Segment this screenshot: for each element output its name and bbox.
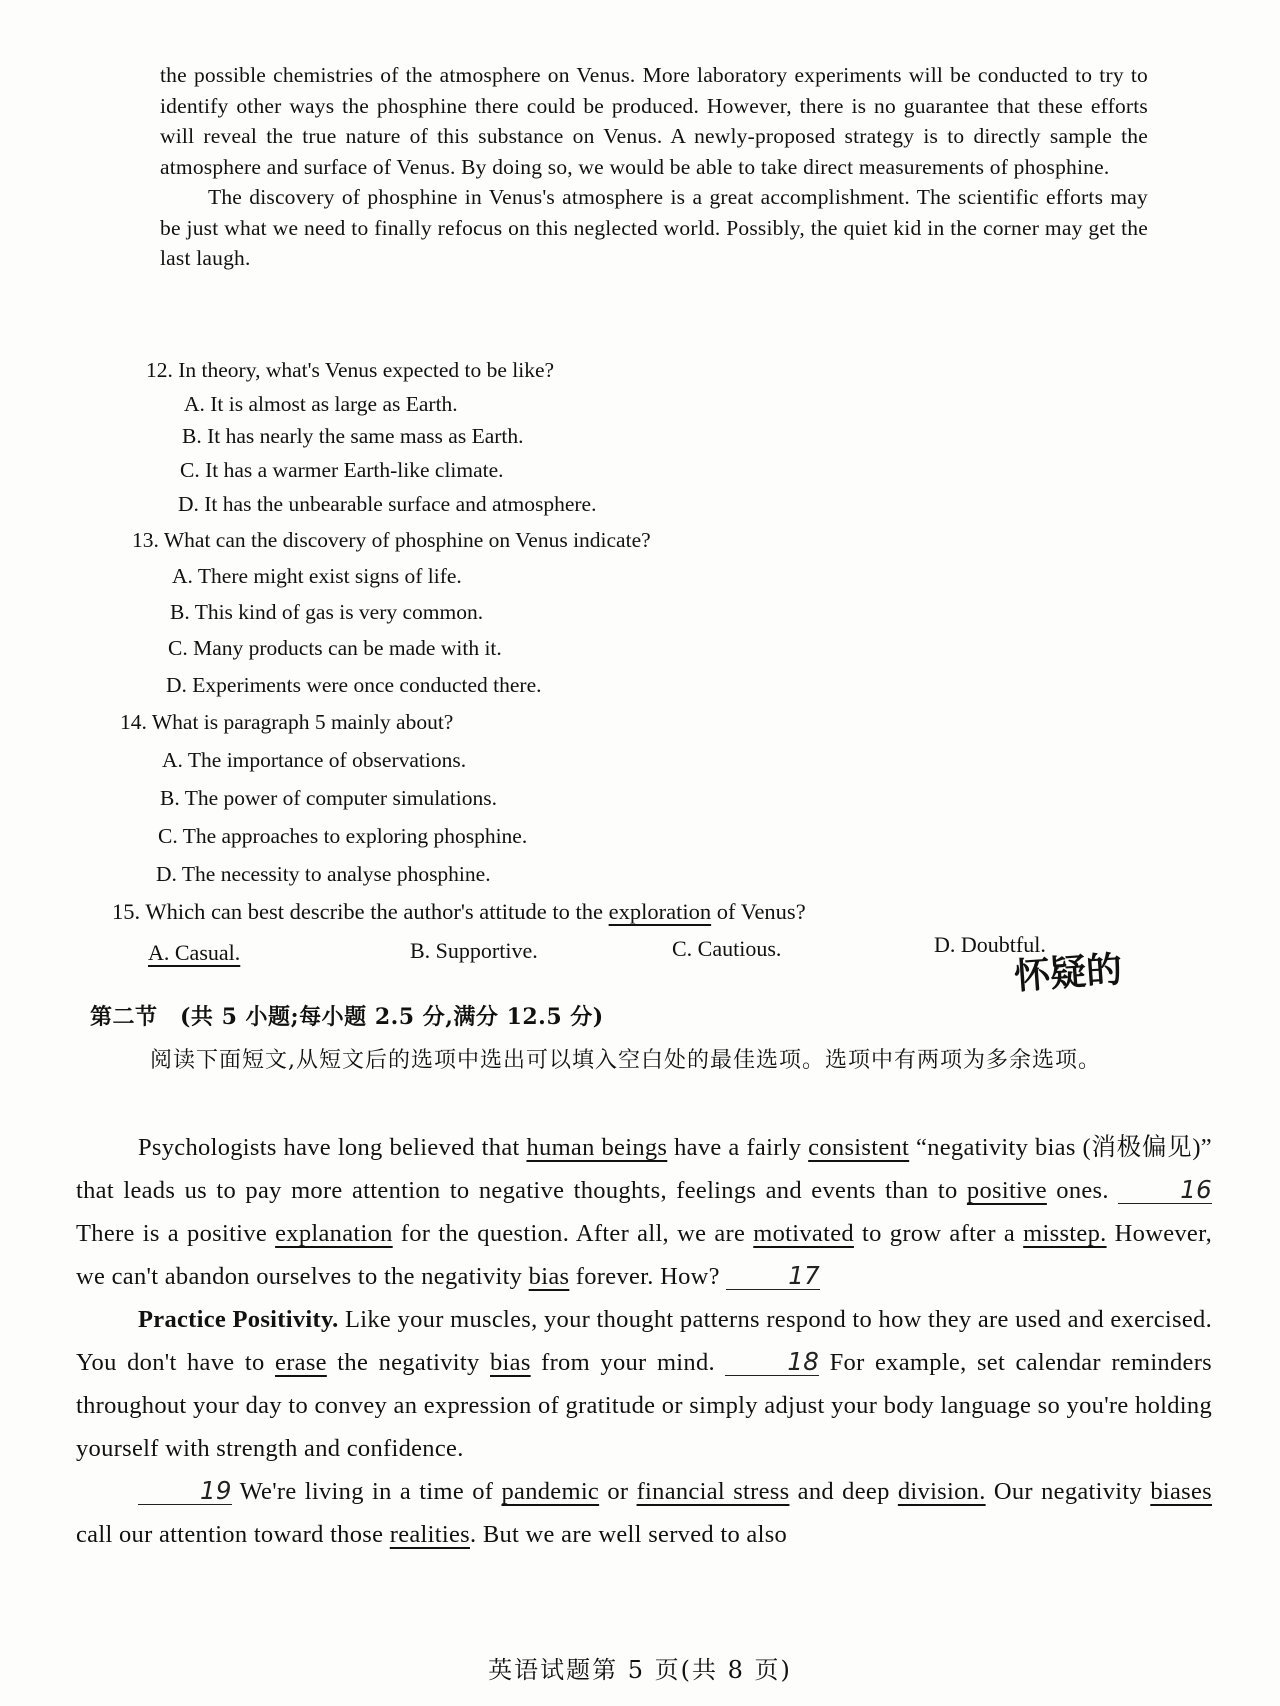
question-15-option-a[interactable]: A. Casual.	[148, 940, 241, 965]
question-14-option-d[interactable]: D. The necessity to analyse phosphine.	[156, 862, 491, 886]
section-instruction: 阅读下面短文,从短文后的选项中选出可以填入空白处的最佳选项。选项中有两项为多余选项。	[150, 1048, 1101, 1073]
cloze-passage	[76, 1126, 1212, 1556]
handwritten-note: 怀疑的	[1012, 949, 1124, 998]
question-13-option-d[interactable]: D. Experiments were once conducted there.	[166, 673, 542, 697]
blank-17[interactable]: 17	[726, 1263, 820, 1290]
page-footer: 英语试题第 5 页(共 8 页)	[488, 1656, 792, 1684]
passage-paragraph-2: Practice Positivity. Like your muscles, your thought patterns respond to how they are used and exercised. You don't have to erase the negativity bias from your mind. 18 For example, set calendar reminders throughout your day to convey an expression of gratitude or simply adjust your body language so you're holding yourself with strength and confidence.	[76, 1306, 1212, 1462]
underlined-word: exploration	[608, 899, 712, 924]
question-14-option-b[interactable]: B. The power of computer simulations.	[160, 786, 497, 810]
paragraph-title: Practice Positivity.	[138, 1306, 339, 1333]
section-2	[90, 1002, 1200, 1082]
question-12-stem: 12. In theory, what's Venus expected to be like?	[146, 358, 555, 382]
question-14-option-c[interactable]: C. The approaches to exploring phosphine.	[158, 824, 528, 848]
question-12-option-b[interactable]: B. It has nearly the same mass as Earth.	[182, 424, 524, 448]
blank-19[interactable]: 19	[138, 1478, 232, 1505]
blank-18[interactable]: 18	[725, 1349, 819, 1376]
question-15-option-d[interactable]: D. Doubtful.	[934, 932, 1046, 957]
section-heading: 第二节 (共 5 小题;每小题 2.5 分,满分 12.5 分)	[90, 1004, 604, 1030]
question-15-option-b[interactable]: B. Supportive.	[410, 938, 538, 963]
question-13-stem: 13. What can the discovery of phosphine on Venus indicate?	[132, 528, 651, 552]
reading-passage-end	[160, 60, 1148, 274]
question-15-option-c[interactable]: C. Cautious.	[672, 936, 782, 961]
question-15-stem: 15. Which can best describe the author's attitude to the exploration of Venus?	[112, 899, 806, 924]
blank-16[interactable]: 16	[1118, 1177, 1212, 1204]
question-12-option-a[interactable]: A. It is almost as large as Earth.	[184, 392, 458, 416]
question-12-option-c[interactable]: C. It has a warmer Earth-like climate.	[180, 458, 504, 482]
question-14-option-a[interactable]: A. The importance of observations.	[162, 748, 467, 772]
question-12-option-d[interactable]: D. It has the unbearable surface and atmosphere.	[178, 492, 597, 516]
question-13-option-a[interactable]: A. There might exist signs of life.	[172, 564, 462, 588]
question-14-stem: 14. What is paragraph 5 mainly about?	[120, 710, 454, 734]
passage-paragraph-3: 19 We're living in a time of pandemic or financial stress and deep division. Our negativity biases call our attention toward those realities. But we are well served to also	[76, 1476, 1212, 1548]
passage-paragraph: The discovery of phosphine in Venus's atmosphere is a great accomplishment. The scientific efforts may be just what we need to finally refocus on this neglected world. Possibly, the quiet kid in the corner may get the last laugh.	[160, 185, 1148, 270]
question-13-option-b[interactable]: B. This kind of gas is very common.	[170, 600, 484, 624]
question-13-option-c[interactable]: C. Many products can be made with it.	[168, 636, 502, 660]
passage-paragraph: the possible chemistries of the atmosphere on Venus. More laboratory experiments will be conducted to try to identify other ways the phosphine there could be produced. However, there is no guarantee that these efforts will reveal the true nature of this substance on Venus. A newly-proposed strategy is to directly sample the atmosphere and surface of Venus. By doing so, we would be able to take direct measurements of phosphine.	[160, 63, 1148, 179]
passage-paragraph-1: Psychologists have long believed that human beings have a fairly consistent “negativity bias (消极偏见)” that leads us to pay more attention to negative thoughts, feelings and events than to positive ones. 16 There is a positive explanation for the question. After all, we are motivated to grow after a misstep. However, we can't abandon ourselves to the negativity bias forever. How? 17	[76, 1134, 1212, 1290]
